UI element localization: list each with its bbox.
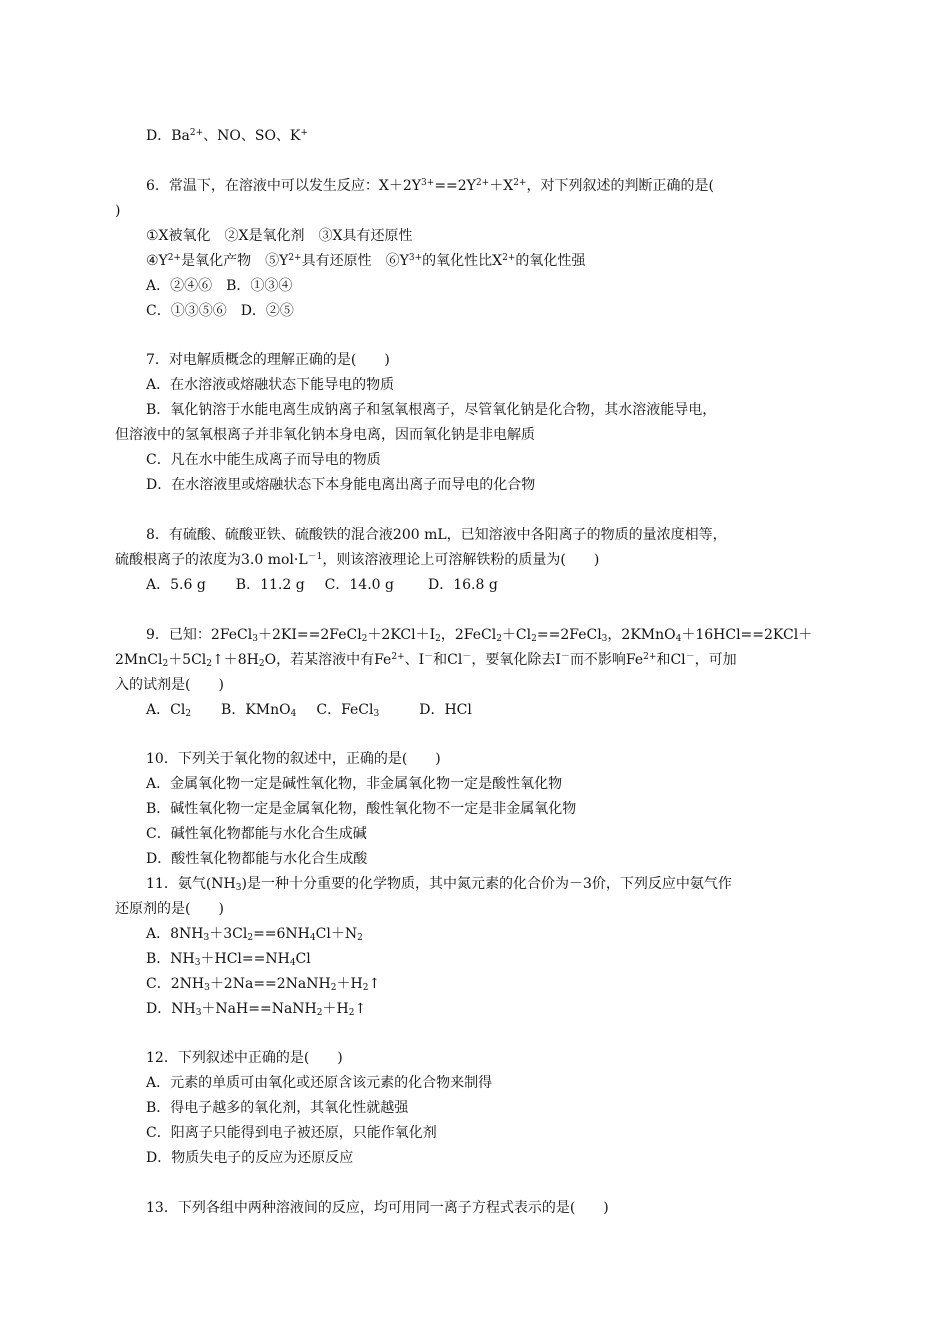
q7-stem: 7．对电解质概念的理解正确的是( ): [146, 352, 390, 368]
q5-option-d: D．$Ba^{2+}$、NO、SO、K+: [146, 128, 308, 144]
q12-option-b: B．得电子越多的氧化剂，其氧化性就越强: [146, 1100, 409, 1116]
q6-options-cd: C．①③⑤⑥ D．②⑤: [146, 303, 294, 319]
q6-statements-2: $④Y^{2+}$是氧化产物 $⑤Y^{2+}$具有还原性 $⑥Y^{3+}$的氧化性比$X^{2+}$的氧化性强: [146, 253, 586, 269]
q9-option-d: D．HCl: [419, 702, 472, 718]
q6-statements-1: ①X被氧化 ②X是氧化剂 ③X具有还原性: [146, 228, 413, 244]
q10-option-a: A．金属氧化物一定是碱性氧化物，非金属氧化物一定是酸性氧化物: [146, 776, 563, 792]
q11-stem-cont: 还原剂的是( ): [115, 901, 224, 917]
q8-options: [146, 575, 498, 595]
q9-stem-cont: $2MnCl_2+5Cl_2↑+8H_2O$，若某溶液中有$Fe^{2+}$、I－和Cl－，要氧化除去I－而不影响$Fe^{2+}$和Cl－，可加: [115, 652, 737, 669]
q9-stem-end: 入的试剂是( ): [115, 677, 224, 693]
q11-option-b: B．$NH_3+HCl==NH_4Cl$: [146, 951, 311, 968]
q8-stem: 8．有硫酸、硫酸亚铁、硫酸铁的混合液200 mL，已知溶液中各阳离子的物质的量浓度相等，: [146, 527, 727, 543]
q11-stem: 11．氨气$(NH_3)$是一种十分重要的化学物质，其中氮元素的化合价为－3价，下列反应中氨气作: [146, 876, 732, 893]
q8-option-d: D．16.8 g: [427, 577, 498, 593]
q12-option-c: C．阳离子只能得到电子被还原，只能作氧化剂: [146, 1125, 437, 1141]
q7-option-d: D．在水溶液里或熔融状态下本身能电离出离子而导电的化合物: [146, 477, 536, 493]
q8-option-b: B．11.2 g: [235, 577, 305, 593]
q6-options-ab: A．②④⑥ B．①③④: [146, 278, 293, 294]
q7-option-b: B．氧化钠溶于水能电离生成钠离子和氢氧根离子，尽管氧化钠是化合物，其水溶液能导电，: [146, 402, 717, 418]
q8-option-c: C．14.0 g: [324, 577, 394, 593]
q10-stem: 10．下列关于氧化物的叙述中，正确的是( ): [146, 751, 441, 767]
q7-option-a: A．在水溶液或熔融状态下能导电的物质: [146, 377, 395, 393]
q10-option-b: B．碱性氧化物一定是金属氧化物，酸性氧化物不一定是非金属氧化物: [146, 801, 577, 817]
q12-option-a: A．元素的单质可由氧化或还原含该元素的化合物来制得: [146, 1075, 493, 1091]
q11-option-c: C．$2NH_3+2Na==2NaNH_2+H_2↑$: [146, 976, 381, 993]
q12-option-d: D．物质失电子的反应为还原反应: [146, 1150, 354, 1166]
q9-stem: 9．已知：$2FeCl_3+2KI==2FeCl_2+2KCl+I_2$，$2FeCl_2+Cl_2==2FeCl_3$，2KMnO$_4$＋16HCl==2KCl＋: [146, 627, 813, 644]
q11-option-a: A．$8NH_3+3Cl_2==6NH_4Cl+N_2$: [146, 926, 363, 943]
q10-option-d: D．酸性氧化物都能与水化合生成酸: [146, 851, 368, 867]
q8-option-a: A．5.6 g: [146, 577, 206, 593]
q8-stem-cont: 硫酸根离子的浓度为3.0 $mol\cdot L^{-1}$，则该溶液理论上可溶解铁粉的质量为( ): [115, 552, 600, 568]
q10-option-c: C．碱性氧化物都能与水化合生成碱: [146, 826, 367, 842]
q6-stem-cont: ): [115, 203, 121, 219]
q7-option-c: C．凡在水中能生成离子而导电的物质: [146, 452, 381, 468]
q9-option-c: C．FeCl$_3$: [316, 702, 380, 719]
q6-stem: 6．常温下，在溶液中可以发生反应：$X+2Y^{3+}==2Y^{2+}+X^{2+}$，对下列叙述的判断正确的是(: [146, 178, 714, 194]
q9-option-a: A．$Cl_2$: [146, 702, 192, 719]
q9-option-b: B．KMnO$_4$: [221, 702, 297, 719]
q12-stem: 12．下列叙述中正确的是( ): [146, 1050, 343, 1066]
q9-options: [146, 700, 472, 720]
q13-stem: 13．下列各组中两种溶液间的反应，均可用同一离子方程式表示的是( ): [146, 1200, 609, 1216]
q7-option-b-cont: 但溶液中的氢氧根离子并非氧化钠本身电离，因而氧化钠是非电解质: [115, 427, 535, 443]
q11-option-d: D．$NH_3+NaH==NaNH_2+H_2↑$: [146, 1001, 367, 1018]
